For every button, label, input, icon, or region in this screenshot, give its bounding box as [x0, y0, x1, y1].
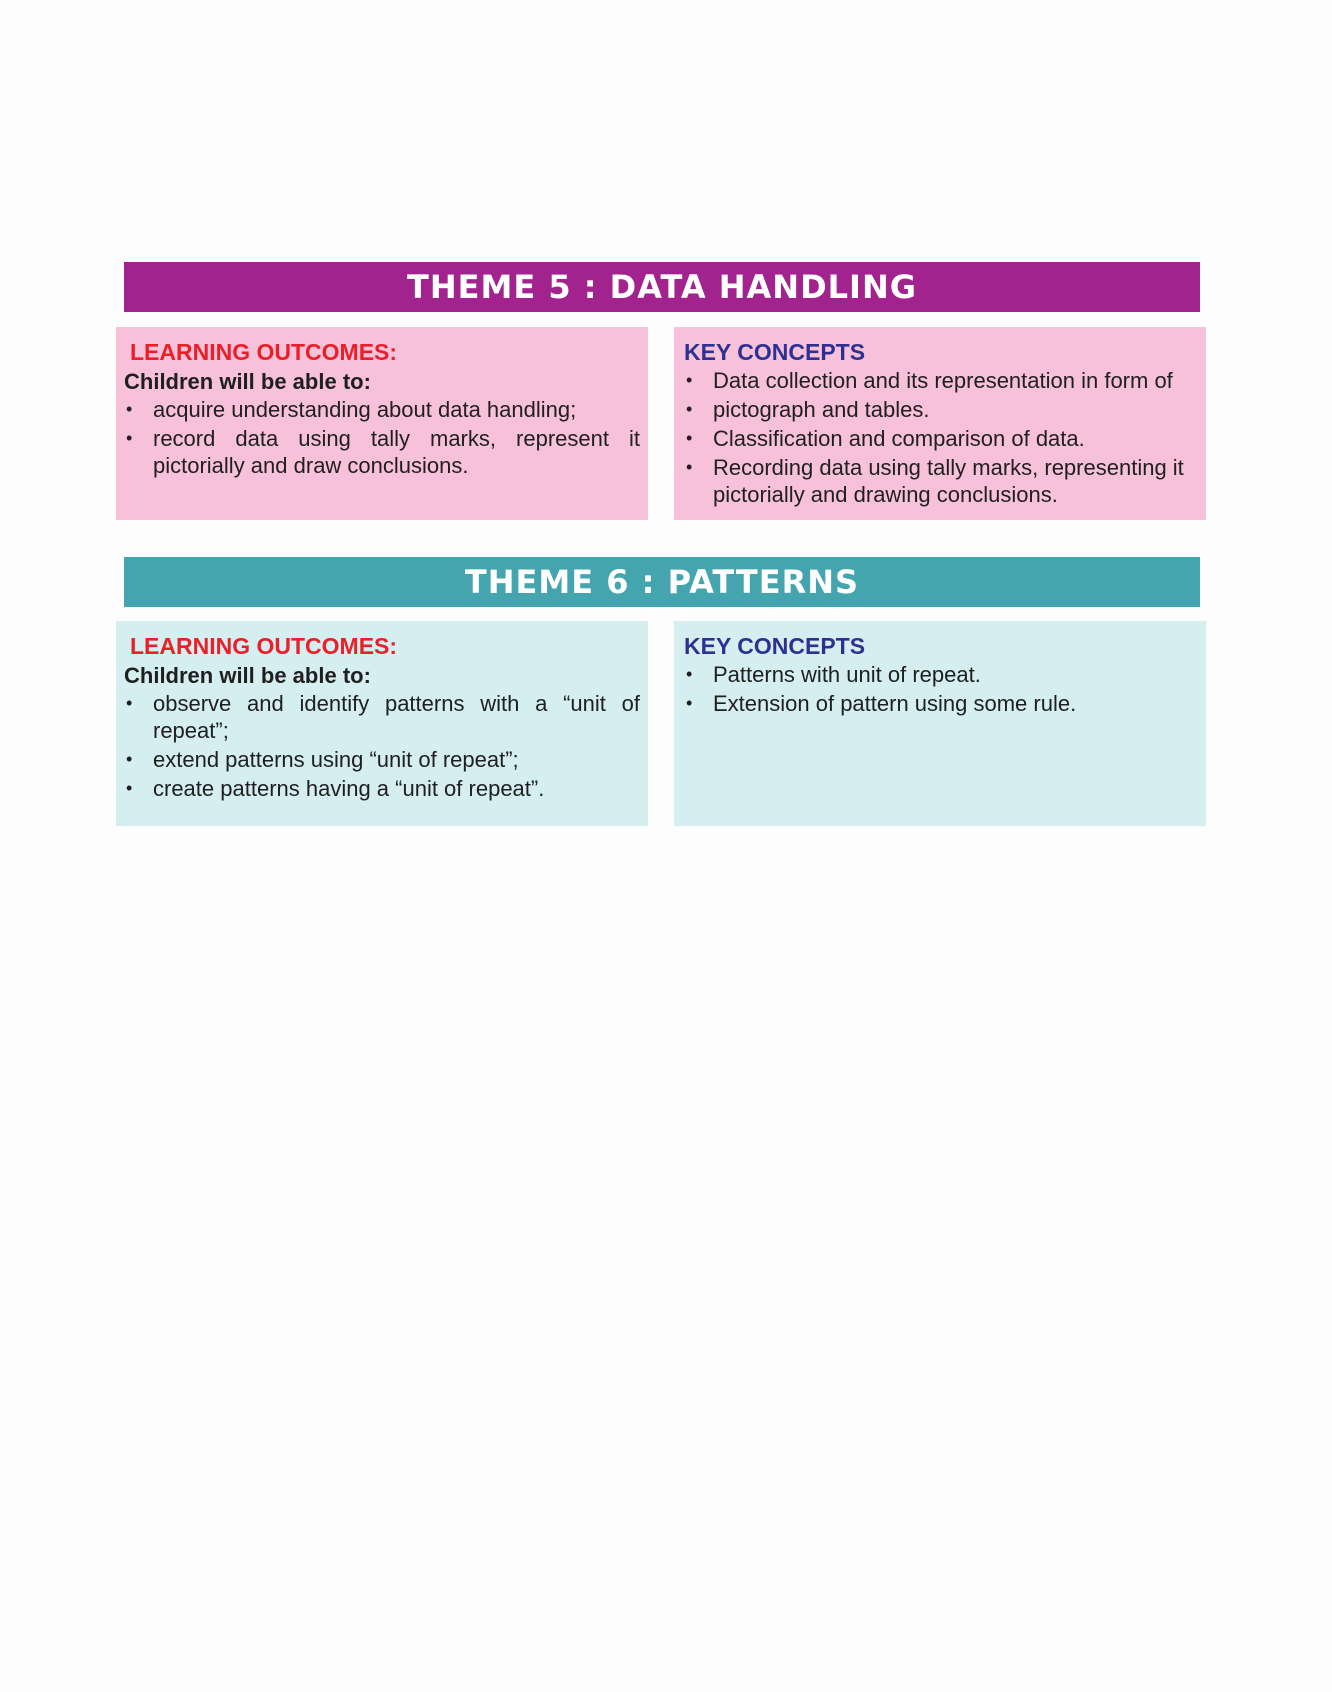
theme6-learning-outcomes-panel: [116, 621, 648, 826]
theme5-title-bar: [124, 262, 1200, 312]
list-item: • Extension of pattern using some rule.: [684, 690, 1200, 717]
theme6-key-concepts-panel: [674, 621, 1206, 826]
key-concepts-list: [684, 661, 1200, 717]
list-item: • extend patterns using “unit of repeat”;: [124, 746, 640, 773]
theme6-title-bar: [124, 557, 1200, 607]
key-concepts-list: [684, 367, 1200, 508]
list-item: • create patterns having a “unit of repeat”.: [124, 775, 640, 802]
list-item: • record data using tally marks, represent it pictorially and draw conclusions.: [124, 425, 640, 479]
learning-outcomes-heading: LEARNING OUTCOMES:: [130, 339, 398, 365]
list-item: • pictograph and tables.: [684, 396, 1200, 423]
learning-outcomes-list: [124, 690, 640, 802]
key-concepts-heading: KEY CONCEPTS: [684, 633, 866, 659]
list-item: • Classification and comparison of data.: [684, 425, 1200, 452]
theme5-key-concepts-panel: [674, 327, 1206, 520]
theme5-title: THEME 5 : DATA HANDLING: [407, 268, 917, 306]
list-item: • acquire understanding about data handling;: [124, 396, 640, 423]
learning-outcomes-heading: LEARNING OUTCOMES:: [130, 633, 398, 659]
list-item: • Data collection and its representation in form of: [684, 367, 1200, 394]
learning-outcomes-intro: Children will be able to:: [124, 369, 371, 394]
learning-outcomes-list: [124, 396, 640, 479]
theme5-learning-outcomes-panel: [116, 327, 648, 520]
theme6-title: THEME 6 : PATTERNS: [464, 563, 860, 601]
learning-outcomes-intro: Children will be able to:: [124, 663, 371, 688]
key-concepts-heading: KEY CONCEPTS: [684, 339, 866, 365]
list-item: • Recording data using tally marks, representing it pictorially and drawing conclusions.: [684, 454, 1200, 508]
list-item: • observe and identify patterns with a “unit of repeat”;: [124, 690, 640, 744]
list-item: • Patterns with unit of repeat.: [684, 661, 1200, 688]
